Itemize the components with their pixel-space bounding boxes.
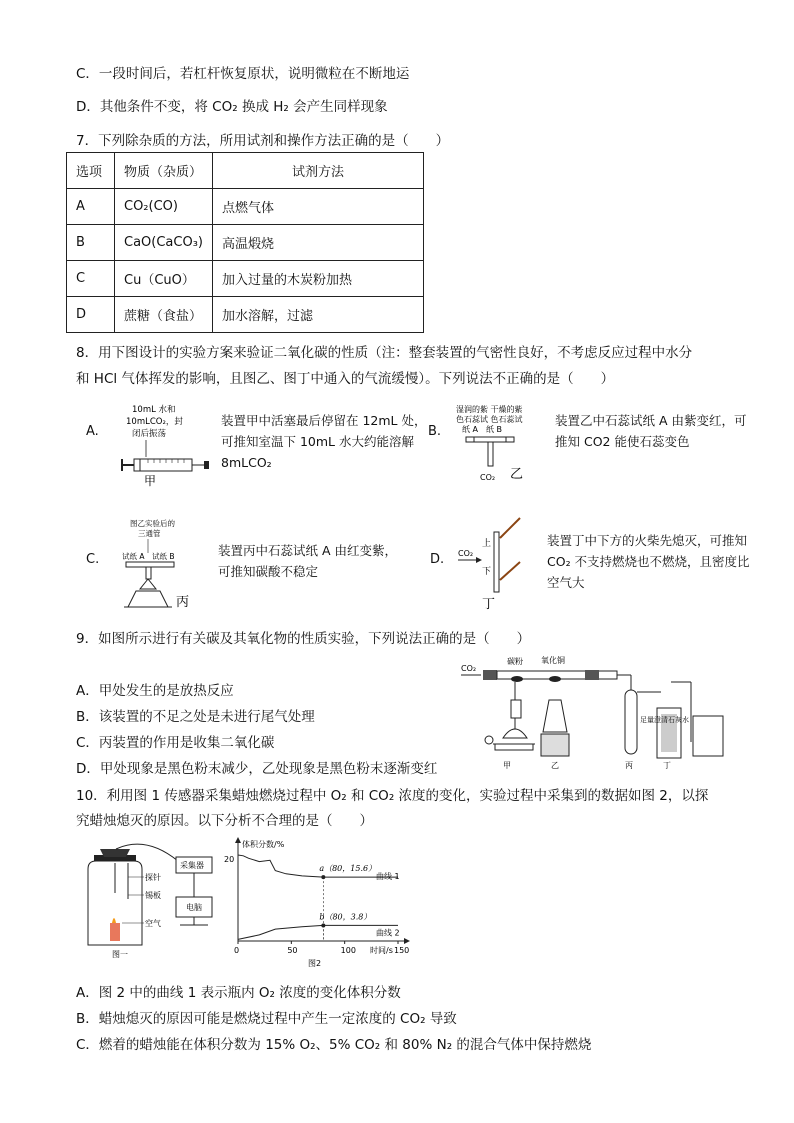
gas-label: CO₂: [480, 473, 496, 482]
heated-tube-figure: [118, 517, 198, 613]
x-axis-label: 时间/s: [370, 946, 393, 955]
table-cell: 高温煅烧: [213, 225, 424, 261]
table-row: [67, 225, 424, 261]
data-point: [321, 923, 325, 927]
carbon-label: 碳粉: [507, 657, 523, 666]
q9-option-d: D．甲处现象是黑色粉末减少，乙处现象是黑色粉末逐渐变红: [76, 761, 438, 777]
fig-note: 闭后振荡: [132, 429, 167, 439]
table-cell: 加入过量的木炭粉加热: [213, 261, 424, 297]
q10-stem-line1: 10．利用图 1 传感器采集蜡烛燃烧过程中 O₂ 和 CO₂ 浓度的变化，实验过程中采集到的数据如图 2，以探: [76, 788, 709, 804]
q8-option-b-text: 装置乙中石蕊试纸 A 由紫变红，可推知 CO2 能使石蕊变色: [555, 413, 747, 449]
figure-label: 丁: [482, 597, 496, 610]
series-label: 曲线 1: [376, 872, 400, 882]
tin-label: 锡板: [145, 891, 161, 900]
q8-option-a-label: A.: [86, 424, 99, 439]
q10-option-a: A．图 2 中的曲线 1 表示瓶内 O₂ 浓度的变化体积分数: [76, 985, 401, 1001]
probe-label: 探针: [145, 873, 161, 882]
chart-title: 图2: [308, 959, 322, 967]
data-point: [321, 875, 325, 879]
table-cell: 蔗糖（食盐）: [115, 297, 213, 333]
gas-label: CO₂: [458, 549, 474, 558]
table-header-cell: 选项: [67, 153, 115, 189]
q9-option-c: C．丙装置的作用是收集二氧化碳: [76, 735, 275, 751]
gas-label: CO₂: [461, 664, 477, 673]
fig-note: 10mLCO₂，封: [126, 417, 183, 427]
table-cell: 点燃气体: [213, 189, 424, 225]
x-tick-label: 0: [234, 946, 240, 955]
table-cell: D: [67, 297, 115, 333]
table-row: [67, 189, 424, 225]
q10-option-c: C．燃着的蜡烛能在体积分数为 15% O₂、5% CO₂ 和 80% N₂ 的混合气体中保持燃烧: [76, 1037, 592, 1053]
q8-option-d-label: D.: [430, 552, 445, 567]
figure-label: 甲: [144, 474, 157, 488]
computer-label: 电脑: [186, 903, 202, 912]
collector-label: 采集器: [180, 861, 204, 870]
table-header-cell: 试剂方法: [213, 153, 424, 189]
q6-option-c: C．一段时间后，若杠杆恢复原状，说明微粒在不断地运: [76, 66, 410, 82]
fig-note: 色石蕊试 色石蕊试: [456, 415, 523, 424]
figure-label: 丁: [663, 761, 671, 770]
candle-setup-figure: [76, 835, 220, 961]
q8-option-c-label: C.: [86, 552, 100, 567]
fig-note: 纸 A 纸 B: [462, 425, 503, 434]
table-cell: C: [67, 261, 115, 297]
fig-note: 湿润的紫 干燥的紫: [456, 405, 523, 414]
figure-label: 乙: [510, 467, 524, 482]
x-tick-label: 100: [340, 946, 356, 955]
y-tick-label: 20: [224, 855, 235, 865]
q8-option-d-text: 装置丁中下方的火柴先熄灭，可推知 CO₂ 不支持燃烧也不燃烧，且密度比空气大: [547, 533, 750, 590]
x-axis-arrow: [404, 938, 410, 944]
q10-option-b: B．蜡烛熄灭的原因可能是燃烧过程中产生一定浓度的 CO₂ 导致: [76, 1011, 457, 1027]
match-tube-figure: [456, 516, 536, 610]
limewater-label: 足量澄清石灰水: [640, 716, 689, 724]
table-row: [67, 261, 424, 297]
chart-labels: [224, 839, 409, 967]
y-axis-label: 体积分数/%: [242, 840, 285, 849]
table-cell: 加水溶解，过滤: [213, 297, 424, 333]
fig-note: 10mL 水和: [132, 405, 176, 415]
fig-note: 试纸 A 试纸 B: [122, 552, 175, 561]
q8-option-c-text: 装置丙中石蕊试纸 A 由红变紫，可推知碳酸不稳定: [218, 543, 397, 579]
q9-option-b: B．该装置的不足之处是未进行尾气处理: [76, 709, 315, 725]
table-row: [67, 297, 424, 333]
table-cell: A: [67, 189, 115, 225]
q8-option-b-label: B.: [428, 424, 442, 439]
fig-note: 三通管: [138, 529, 161, 538]
x-tick-label: 50: [287, 946, 298, 955]
q9-option-a: A．甲处发生的是放热反应: [76, 683, 234, 699]
q8-stem-line2: 和 HCl 气体挥发的影响，且图乙、图丁中通入的气流缓慢）。下列说法不正确的是（ ）: [76, 371, 615, 387]
figure-label: 丙: [176, 595, 190, 610]
syringe-figure: [118, 402, 213, 494]
series-label: 曲线 2: [376, 928, 400, 938]
figure-label: 乙: [551, 761, 559, 770]
table-cell: CaO(CaCO₃): [115, 225, 213, 261]
air-label: 空气: [145, 919, 161, 928]
data-label: b（80，3.8）: [319, 912, 372, 922]
series-line: [238, 925, 398, 939]
q10-stem-line2: 究蜡烛熄灭的原因。以下分析不合理的是（ ）: [76, 813, 373, 829]
concentration-chart: [222, 835, 418, 967]
tee-tube-figure: [452, 402, 544, 490]
figure-caption: 图一: [112, 950, 128, 959]
table-cell: B: [67, 225, 115, 261]
q7-stem: 7．下列除杂质的方法，所用试剂和操作方法正确的是（ ）: [76, 133, 450, 149]
table-cell: Cu（CuO）: [115, 261, 213, 297]
y-axis-arrow: [235, 837, 241, 843]
q6-option-d: D．其他条件不变，将 CO₂ 换成 H₂ 会产生同样现象: [76, 99, 388, 115]
label-down: 下: [482, 567, 492, 577]
q9-stem: 9．如图所示进行有关碳及其氧化物的性质实验，下列说法正确的是（ ）: [76, 631, 531, 647]
fig-note: 图乙实验后的: [130, 519, 175, 528]
table-header-row: [67, 153, 424, 189]
table-cell: CO₂(CO): [115, 189, 213, 225]
figure-label: 甲: [503, 761, 511, 770]
cuo-label: 氧化铜: [541, 656, 565, 665]
label-up: 上: [482, 539, 492, 549]
q8-option-a-text: 装置甲中活塞最后停留在 12mL 处，可推知室温下 10mL 水大约能溶解 8mLCO₂: [221, 413, 427, 470]
data-label: a（80，15.6）: [319, 864, 377, 874]
carbon-apparatus-figure: [455, 652, 727, 776]
table-header-cell: 物质（杂质）: [115, 153, 213, 189]
figure-label: 丙: [625, 761, 633, 770]
x-tick-label: 150: [394, 946, 410, 955]
q7-table: [66, 152, 424, 333]
q8-stem-line1: 8．用下图设计的实验方案来验证二氧化碳的性质（注：整套装置的气密性良好，不考虑反应过程中水分: [76, 345, 693, 361]
